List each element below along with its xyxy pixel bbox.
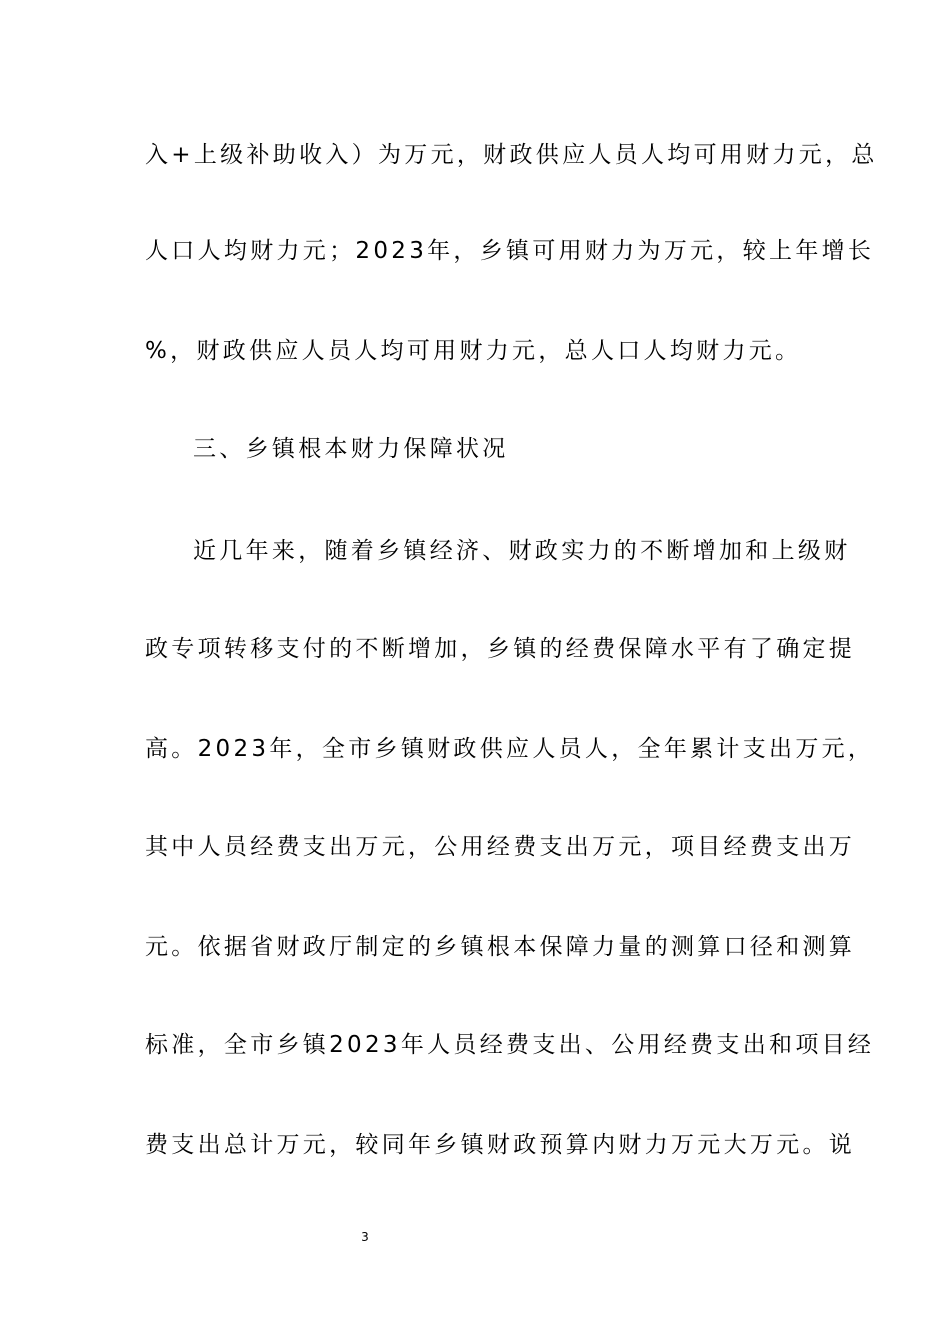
paragraph-line-1: 入+上级补助收入）为万元，财政供应人员人均可用财力元，总: [145, 142, 878, 168]
paragraph-line-9: 标准，全市乡镇2023年人员经费支出、公用经费支出和项目经: [145, 1032, 875, 1058]
page-number: 3: [361, 1230, 369, 1244]
paragraph-line-6: 高。2023年，全市乡镇财政供应人员人，全年累计支出万元，: [145, 736, 875, 762]
paragraph-line-2: 人口人均财力元；2023年，乡镇可用财力为万元，较上年增长: [145, 238, 875, 264]
paragraph-line-10: 费支出总计万元，较同年乡镇财政预算内财力万元大万元。说: [145, 1132, 856, 1158]
paragraph-line-8: 元。依据省财政厅制定的乡镇根本保障力量的测算口径和测算: [145, 934, 856, 960]
section-heading: 三、乡镇根本财力保障状况: [193, 436, 509, 462]
paragraph-line-5: 政专项转移支付的不断增加，乡镇的经费保障水平有了确定提: [145, 636, 856, 662]
paragraph-line-4: 近几年来，随着乡镇经济、财政实力的不断增加和上级财: [193, 538, 851, 564]
paragraph-line-3: %，财政供应人员人均可用财力元，总人口人均财力元。: [145, 338, 802, 364]
paragraph-line-7: 其中人员经费支出万元，公用经费支出万元，项目经费支出万: [145, 834, 856, 860]
